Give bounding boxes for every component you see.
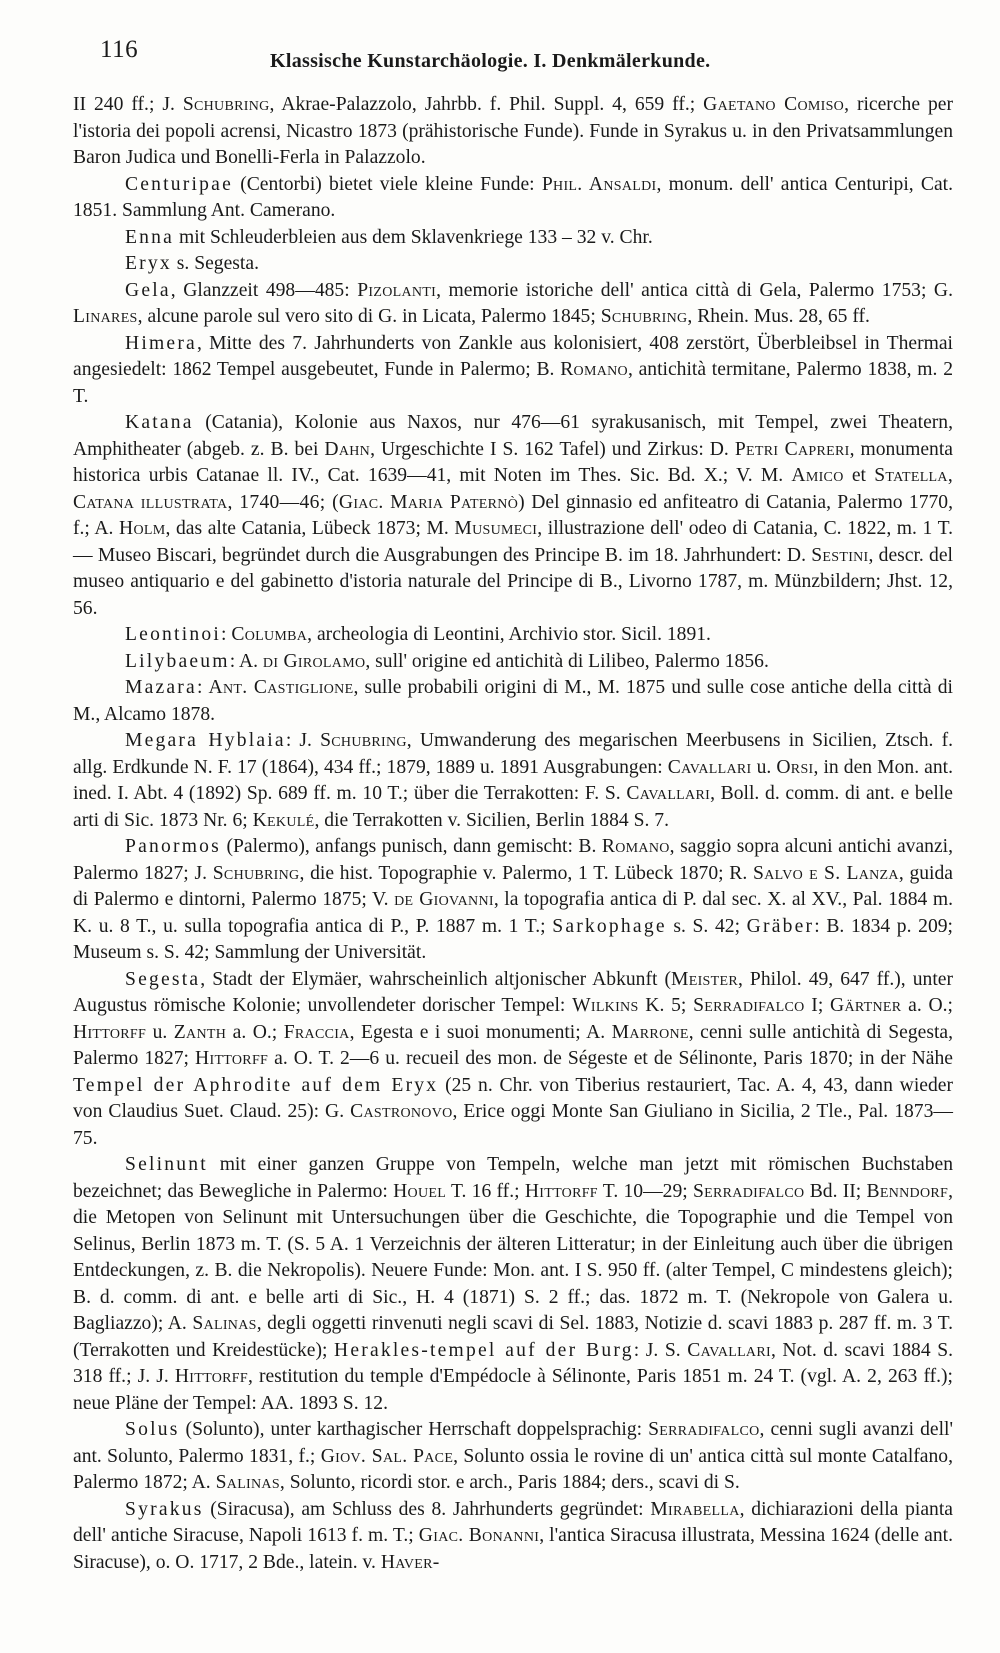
text-run: , Egesta e i suoi monumenti; A. — [349, 1021, 612, 1043]
author-name: Statella — [874, 465, 948, 486]
author-name: Castronovo — [350, 1101, 453, 1122]
text-run: , Solunto ossia le rovine di un' antica città sul monte Catalfano, Palermo 1872; A. — [73, 1445, 953, 1493]
text-run: , descr. del museo antiquario e del gabinetto d'istoria naturale del Principe di B., Livorno 1787, m. Münzbildern; Jhst. 12, 56. — [73, 544, 953, 619]
author-name: Linares — [73, 306, 138, 327]
paragraph — [73, 172, 953, 225]
text-run: a. O. T. 2—6 u. recueil des mon. de Ségeste et de Sélinonte, Paris 1870; in der Nähe — [268, 1048, 953, 1069]
text-run: : J. S. — [633, 1339, 688, 1361]
paragraph — [73, 278, 953, 331]
text-run: : A. — [229, 650, 263, 672]
text-run: , Glanzzeit 498—485: — [170, 279, 358, 301]
text-run: , Not. d. scavi 1884 S. 318 ff.; J. J. — [73, 1339, 953, 1387]
author-name: Ant. Castiglione — [208, 677, 354, 698]
text-run: u. — [751, 756, 777, 778]
entry-heading: Herakles-tempel auf der Burg — [334, 1339, 634, 1361]
text-run: , Philol. 49, 647 ff.), unter Augustus römische Kolonie; unvollendeter dorischer Tempel: — [73, 968, 953, 1016]
entry-heading: Selinunt — [125, 1154, 208, 1175]
text-run: , Boll. d. comm. di ant. e belle arti di Sic. 1873 Nr. 6; — [73, 783, 953, 831]
text-run: mit einer ganzen Gruppe von Tempeln, welche man jetzt mit römischen Buchstaben bezeichnet; das Bewegliche in Palermo: — [73, 1154, 953, 1202]
text-run: : J. — [285, 730, 321, 751]
text-run: , la topografia antica di P. dal sec. X. al XV., Pal. 1884 m. K. u. 8 T., u. sulla topografia antica di P., P. 1887 m. 1 T.; — [73, 889, 953, 937]
author-name: Serradifalco — [692, 1180, 805, 1202]
text-run: , alcune parole sul vero sito di G. in Licata, Palermo 1845; — [137, 306, 601, 327]
entry-heading: Katana — [125, 412, 194, 433]
text-run: Del ginnasio ed anfiteatro di Catania, Palermo 1770, f.; A. — [73, 491, 953, 539]
text-run: , Akrae-Palazzolo, Jahrbb. f. Phil. Suppl. 4, 659 ff.; — [269, 94, 704, 115]
author-name: Giov. Sal. Pace — [320, 1445, 454, 1467]
paragraph — [73, 1152, 953, 1417]
text-run: , memorie istoriche dell' antica città di Gela, Palermo 1753; G. — [436, 279, 953, 301]
text-run: , illustrazione dell' odeo di Catania, C. 1822, m. 1 T. — Museo Biscari, begründet durch die Ausgrabungen des Principe B. im 18. Jahrhundert: D. — [73, 518, 953, 566]
text-run: (Siracusa), am Schluss des 8. Jahrhunderts gegründet: — [203, 1498, 651, 1520]
text-run: , die hist. Topographie v. Palermo, 1 T. Lübeck 1870; R. — [299, 862, 754, 884]
text-run: , Mitte des 7. Jahrhunderts von Zankle aus kolonisiert, 408 zerstört, Überbleibsel in Thermai angesiedelt: 1862 Tempel ausgebeutet, Funde in Palermo; B. — [73, 332, 953, 380]
running-title: Klassische Kunstarchäologie. I. Denkmälerkunde. — [270, 50, 711, 72]
text-run: a. O.; — [226, 1021, 284, 1043]
paragraph — [73, 834, 953, 967]
text-run: , Stadt der Elymäer, wahrscheinlich altjonischer Abkunft ( — [200, 968, 672, 990]
text-run: (Catania), Kolonie aus Naxos, nur 476—61 syrakusanisch, mit Tempel, zwei Theatern, Amphitheater (abgeb. z. B. bei — [73, 412, 953, 460]
author-name: Schubring — [600, 306, 688, 327]
author-name: Serradifalco — [693, 995, 805, 1016]
text-run: : — [196, 677, 209, 698]
author-name: Salinas — [215, 1472, 280, 1493]
author-name: Salinas — [192, 1313, 257, 1334]
text-run: , Urgeschichte I S. 162 Tafel) und Zirkus: D. — [370, 438, 735, 460]
text-run: , Erice oggi Monte San Giuliano in Sicilia, 2 Tle., Pal. 1873—75. — [73, 1101, 953, 1149]
entry-heading: Centuripae — [125, 173, 233, 195]
text-run: , ricerche per l'istoria dei popoli acrensi, Nicastro 1873 (prähistorische Funde). Funde in Syrakus u. in den Privatsammlungen Baron Judica und Bonelli-Ferla in Palazzolo. — [73, 94, 953, 168]
text-run: K. 5; — [638, 995, 694, 1016]
text-run: , antichità termitane, Palermo 1838, m. 2 T. — [73, 359, 953, 407]
author-name: Wilkins — [572, 995, 639, 1016]
author-name: Columba — [231, 624, 308, 645]
text-run: , die Terrakotten v. Sicilien, Berlin 1884 S. 7. — [314, 809, 669, 831]
author-name: Houel — [393, 1180, 447, 1202]
text-run: , sull' origine ed antichità di Lilibeo, Palermo 1856. — [365, 650, 769, 672]
paragraph — [73, 649, 953, 676]
text-run: , cenni sugli avanzi dell' ant. Solunto, Palermo 1831, f.; — [73, 1419, 953, 1467]
page-header — [100, 36, 920, 76]
text-run: , Rhein. Mus. 28, 65 ff. — [687, 306, 870, 327]
author-name: Amico — [791, 465, 844, 486]
author-name: Hittorff — [524, 1180, 598, 1202]
author-name: Fraccia — [283, 1021, 350, 1043]
text-run: a. O.; — [901, 995, 953, 1016]
text-run: (Palermo), anfangs punisch, dann gemischt: B. — [220, 836, 602, 857]
entry-heading: Solus — [125, 1419, 180, 1440]
author-name: Sestini — [811, 544, 869, 566]
author-name: Orsi — [776, 756, 814, 778]
author-name: Cavallari — [687, 1339, 771, 1361]
entry-heading: Himera — [125, 332, 197, 354]
text-run: : — [220, 624, 232, 645]
entry-heading: Lilybaeum — [125, 650, 230, 672]
author-name: Hittorff — [174, 1366, 248, 1387]
paragraph — [73, 1497, 953, 1577]
author-name: Musumeci — [454, 518, 538, 539]
author-name: Zanth — [173, 1021, 227, 1043]
paragraph — [73, 622, 953, 649]
text-run: (Centorbi) bietet viele kleine Funde: — [232, 173, 542, 195]
text-run: Bd. II; — [804, 1180, 867, 1202]
entry-heading: Segesta — [125, 968, 201, 990]
author-name: Kekulé — [252, 809, 315, 831]
text-run: , sulle probabili origini di M., M. 1875 und sulle cose antiche della città di M., Alcamo 1878. — [73, 677, 953, 725]
text-run: , das alte Catania, Lübeck 1873; M. — [165, 518, 455, 539]
text-run: , guida di Palermo e dintorni, Palermo 1875; V. — [73, 862, 953, 910]
text-run: (Solunto), unter karthagischer Herrschaft doppelsprachig: — [179, 1419, 649, 1440]
paragraph — [73, 92, 953, 172]
author-name: Gaetano Comiso — [703, 94, 845, 115]
author-name: Marrone — [611, 1021, 689, 1043]
author-name: , Catana illustrata, 1740—46; (Giac. Maria Paternò) — [73, 465, 954, 513]
author-name: Cavallari — [667, 756, 752, 778]
author-name: Cavallari — [626, 783, 711, 804]
entry-heading: Mazara — [125, 677, 197, 698]
text-run: mit Schleuderbleien aus dem Sklavenkriege 133 – 32 v. Chr. — [174, 226, 653, 248]
text-run: , die Metopen von Selinunt mit Untersuchungen über die Geschichte, die Topographie und die Tempel von Selinus, Berlin 1873 m. T. (S. 5 A. 1 Verzeichnis der älteren Litteratur; in der Einleitung auch über die übrigen Entdeckungen, z. B. die Nekropolis). Neuere Funde: Mon. ant. I S. 950 ff. (alter Tempel, C mindestens gleich); B. d. comm. di ant. e belle arti di Sic., H. 4 (1871) S. 2 ff.; das. 1872 m. T. (Nekropole von Galera u. Bagliazzo); A. — [73, 1180, 953, 1334]
paragraph — [73, 331, 953, 411]
author-name: Pizolanti — [357, 279, 437, 301]
text-run: , degli oggetti rinvenuti negli scavi di Sel. 1883, Notizie d. scavi 1883 p. 287 ff. m. 3 T. (Terrakotten und Kreidestücke); — [73, 1313, 953, 1361]
text-run: , l'antica Siracusa illustrata, Messina 1624 (delle ant. Siracuse), o. O. 1717, 2 Bde., latein. v. — [73, 1525, 954, 1573]
text-run: , monum. dell' antica Centuripi, Cat. 1851. Sammlung Ant. Camerano. — [73, 173, 953, 221]
entry-heading: Sarkophage — [552, 915, 667, 937]
text-run: et — [843, 465, 875, 486]
entry-heading: Megara Hyblaia — [125, 730, 286, 751]
author-name: Benndorf — [866, 1180, 949, 1202]
author-name: Serradifalco — [648, 1419, 760, 1440]
author-name: Schubring — [212, 862, 300, 884]
text-run: I; — [804, 995, 830, 1016]
text-run: , in den Mon. ant. ined. I. Abt. 4 (1892) Sp. 689 ff. m. 10 T.; über die Terrakotten: F. S. — [73, 756, 954, 804]
paragraph — [73, 251, 953, 278]
text-run: , dichiarazioni della pianta dell' antiche Siracuse, Napoli 1613 f. m. T.; — [73, 1498, 953, 1546]
text-run: , Umwanderung des megarischen Meerbusens in Sicilien, Ztsch. f. allg. Erdkunde N. F. 17 (1864), 434 ff.; 1879, 1889 u. 1891 Ausgrabungen: — [73, 730, 953, 778]
text-run: II 240 ff.; J. — [73, 94, 183, 115]
text-run: (25 n. Chr. von Tiberius restauriert, Tac. A. 4, 43, dann wieder von Claudius Suet. Claud. 25): G. — [73, 1074, 953, 1122]
text-run: T. 16 ff.; — [446, 1180, 525, 1202]
author-name: di Girolamo — [262, 650, 366, 672]
author-name: Hittorff — [195, 1048, 269, 1069]
text-run: , archeologia di Leontini, Archivio stor. Sicil. 1891. — [307, 624, 711, 645]
paragraph — [73, 675, 953, 728]
text-run: T. 10—29; — [597, 1180, 693, 1202]
text-run: u. — [146, 1021, 174, 1043]
entry-heading: Tempel der Aphrodite auf dem Eryx — [73, 1074, 439, 1096]
paragraph — [73, 1417, 953, 1497]
text-run: , saggio sopra alcuni antichi avanzi, Palermo 1827; J. — [73, 836, 953, 884]
paragraph — [73, 410, 953, 622]
entry-heading: Gela — [125, 279, 171, 301]
entry-heading: Leontinoi — [125, 624, 221, 645]
author-name: Salvo e S. Lanza — [753, 862, 899, 884]
page-number: 116 — [100, 36, 139, 63]
author-name: Mirabella — [650, 1498, 740, 1520]
author-name: Phil. Ansaldi — [541, 173, 657, 195]
entry-heading: Enna — [125, 226, 175, 248]
author-name: de Giovanni — [394, 889, 494, 910]
entry-heading: Eryx — [125, 253, 172, 274]
author-name: Haver- — [380, 1551, 440, 1573]
author-name: Meister — [671, 968, 738, 990]
text-run: : B. 1834 p. 209; Museum s. S. 42; Sammlung der Universität. — [73, 915, 953, 963]
text-run: , Solunto, ricordi stor. e arch., Paris 1884; ders., scavi di S. — [279, 1472, 740, 1493]
author-name: Hittorff — [73, 1021, 147, 1043]
author-name: Dahn — [324, 438, 371, 460]
text-run: , monumenta historica urbis Catanae ll. IV., Cat. 1639—41, mit Noten im Thes. Sic. Bd. X.; V. M. — [73, 438, 953, 486]
author-name: Giac. Bonanni — [418, 1525, 540, 1546]
text-run: s. Segesta. — [171, 253, 259, 274]
author-name: Romano — [601, 836, 670, 857]
entry-heading: Gräber — [746, 915, 815, 937]
text-run: s. S. 42; — [666, 915, 747, 937]
author-name: Schubring — [320, 730, 407, 751]
paragraph — [73, 728, 953, 834]
author-name: Gärtner — [830, 995, 902, 1016]
author-name: Petri Capreri — [734, 438, 850, 460]
text-run: , cenni sulle antichità di Segesta, Palermo 1827; — [73, 1021, 953, 1069]
entry-heading: Syrakus — [125, 1498, 204, 1520]
paragraph — [73, 967, 953, 1153]
body-text — [73, 92, 953, 1576]
author-name: Schubring — [182, 94, 270, 115]
text-run: , restitution du temple d'Empédocle à Sélinonte, Paris 1851 m. 24 T. (vgl. A. 2, 263 ff.); neue Pläne der Tempel: AA. 1893 S. 12. — [73, 1366, 954, 1414]
entry-heading: Panormos — [125, 836, 221, 857]
author-name: Holm — [119, 518, 166, 539]
paragraph — [73, 225, 953, 252]
author-name: Romano — [560, 359, 628, 380]
